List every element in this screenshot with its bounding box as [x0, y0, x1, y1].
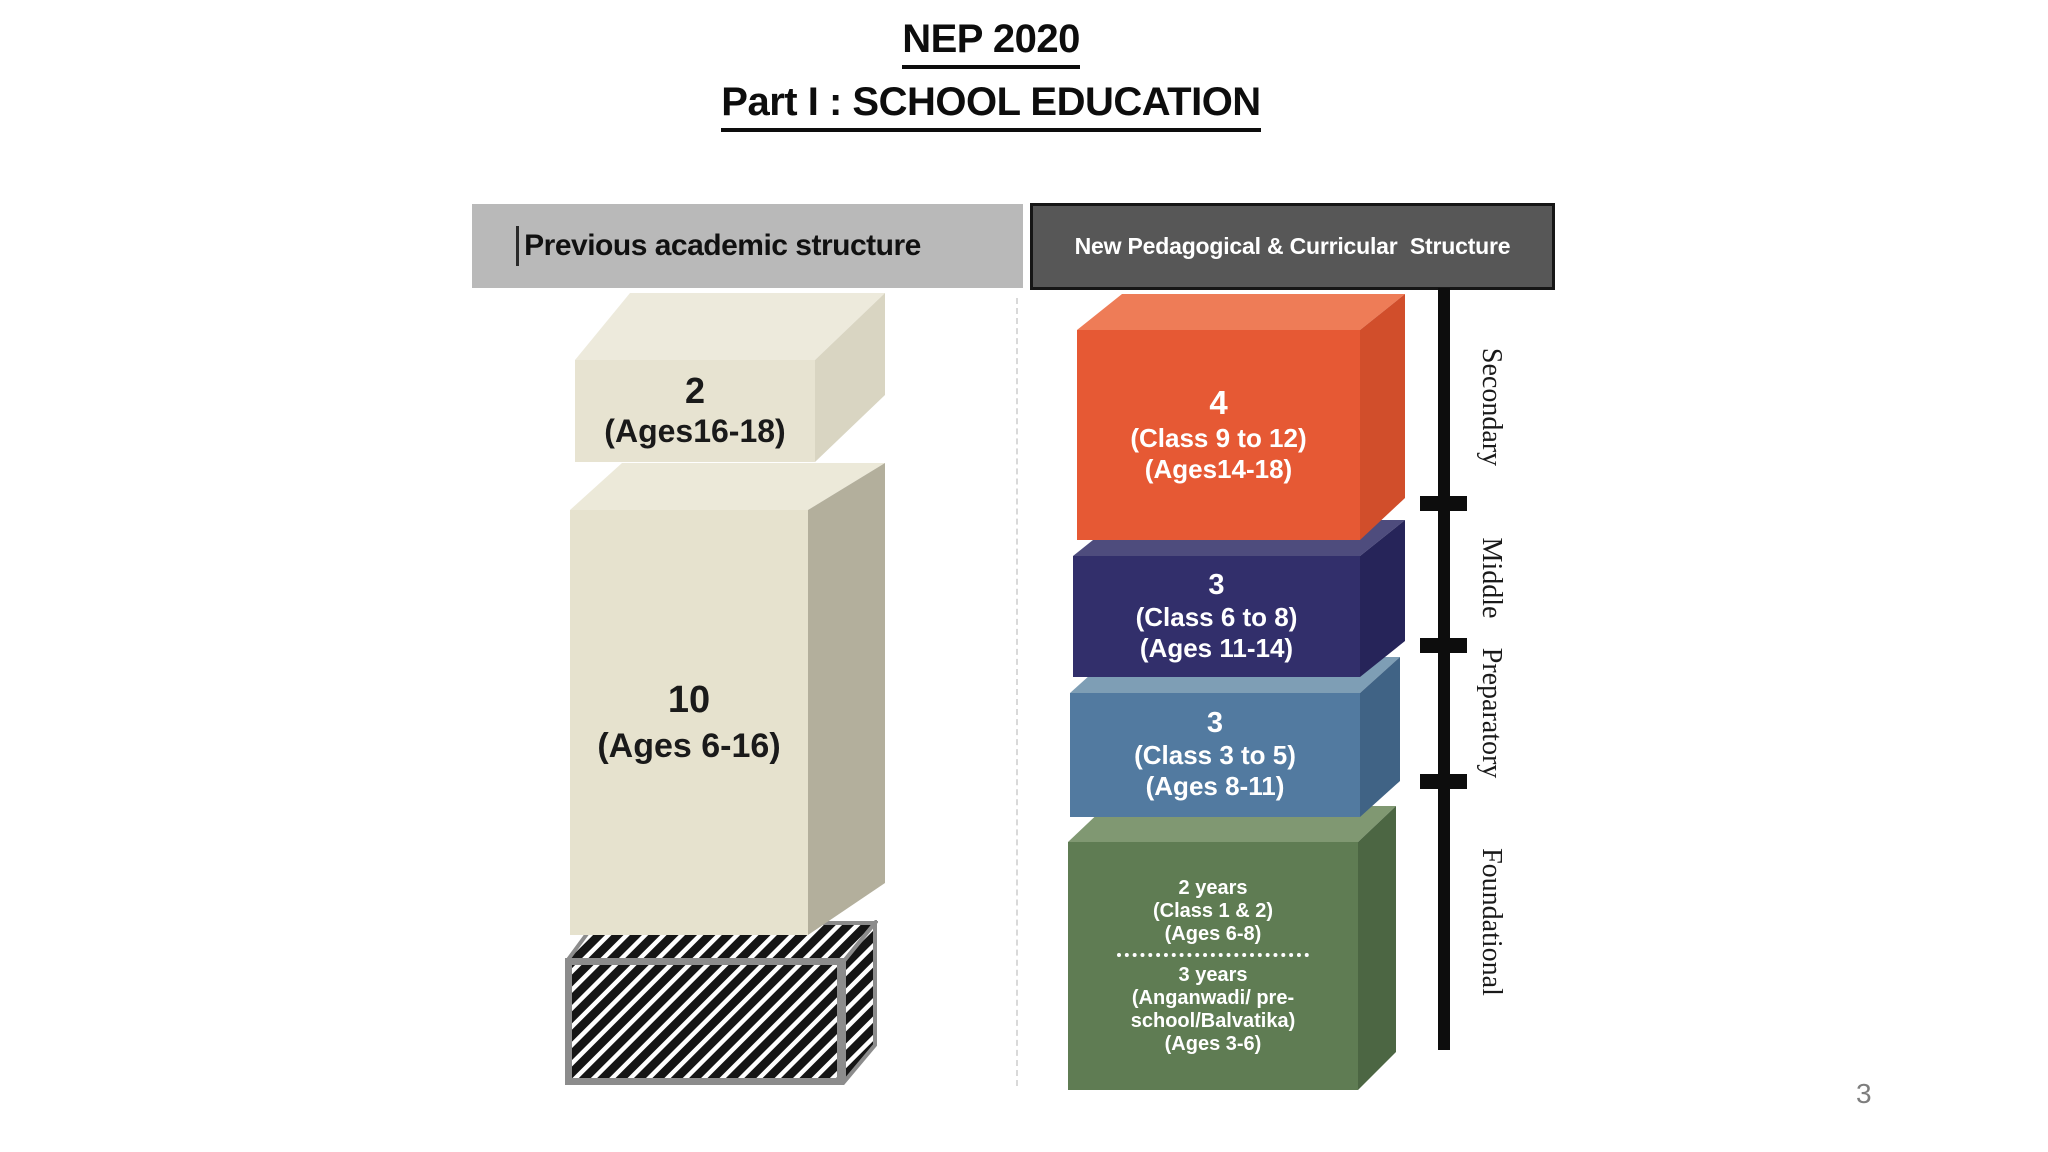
class-range: (Class 9 to 12) — [1130, 423, 1307, 453]
stage-label-foundational: Foundational — [1476, 848, 1507, 996]
age-range: (Ages 6-16) — [597, 726, 781, 765]
box-front-face — [570, 510, 808, 935]
age-range: (Ages16-18) — [604, 413, 786, 449]
box-front-face — [1073, 556, 1360, 677]
stage-axis-line — [1438, 288, 1450, 1050]
stage-duration: 3 years — [1178, 963, 1248, 986]
class-range: (Class 3 to 5) — [1134, 740, 1296, 770]
stage-label-preparatory: Preparatory — [1476, 647, 1507, 779]
box-front-face — [1068, 842, 1358, 1090]
stage-detail: school/Balvatika) — [1130, 1009, 1296, 1032]
title-line-1: NEP 2020 — [591, 16, 1391, 69]
slide-title — [591, 16, 1391, 142]
previous-box-2-years — [575, 293, 885, 462]
box-front-face — [1070, 693, 1360, 817]
dotted-separator — [1117, 953, 1309, 957]
new-box-preparatory — [1070, 657, 1400, 817]
age-range: (Ages 8-11) — [1145, 771, 1285, 801]
stage-detail: (Anganwadi/ pre- — [1131, 986, 1295, 1009]
previous-structure-header — [472, 204, 1023, 288]
years-count: 10 — [667, 678, 711, 721]
previous-structure-header-label: Previous academic structure — [524, 229, 921, 262]
box-front-face — [575, 360, 815, 462]
text-caret — [516, 226, 519, 266]
stage-axis-tick — [1420, 774, 1467, 789]
years-count: 3 — [1208, 568, 1225, 601]
class-range: (Class 1 & 2) — [1152, 899, 1274, 922]
age-range: (Ages 3-6) — [1164, 1032, 1262, 1055]
stage-duration: 2 years — [1178, 876, 1248, 899]
new-structure-header-label: New Pedagogical & Curricular Structure — [1074, 233, 1511, 259]
new-box-middle — [1073, 520, 1405, 677]
column-divider-dashed-line — [1016, 298, 1018, 1086]
stage-label-middle: Middle — [1476, 537, 1507, 619]
years-count: 4 — [1209, 384, 1228, 421]
stage-axis-tick — [1420, 496, 1467, 511]
previous-hatched-box — [565, 920, 878, 1085]
new-box-secondary — [1077, 294, 1405, 540]
previous-box-10-years — [570, 463, 885, 935]
stage-axis-tick — [1420, 638, 1467, 653]
title-line-2: Part I : SCHOOL EDUCATION — [591, 79, 1391, 132]
age-range: (Ages 6-8) — [1164, 922, 1262, 945]
age-range: (Ages14-18) — [1144, 454, 1293, 484]
class-range: (Class 6 to 8) — [1135, 601, 1298, 632]
stage-label-secondary: Secondary — [1476, 347, 1507, 467]
page-number: 3 — [1856, 1078, 1872, 1109]
box-top-face — [1077, 294, 1405, 330]
age-range: (Ages 11-14) — [1139, 632, 1294, 663]
diagonal-stripes-graphic — [565, 920, 878, 1085]
years-count: 2 — [684, 370, 706, 411]
box-front-face — [1077, 330, 1360, 540]
years-count: 3 — [1206, 707, 1224, 739]
new-box-foundational — [1068, 806, 1396, 1090]
